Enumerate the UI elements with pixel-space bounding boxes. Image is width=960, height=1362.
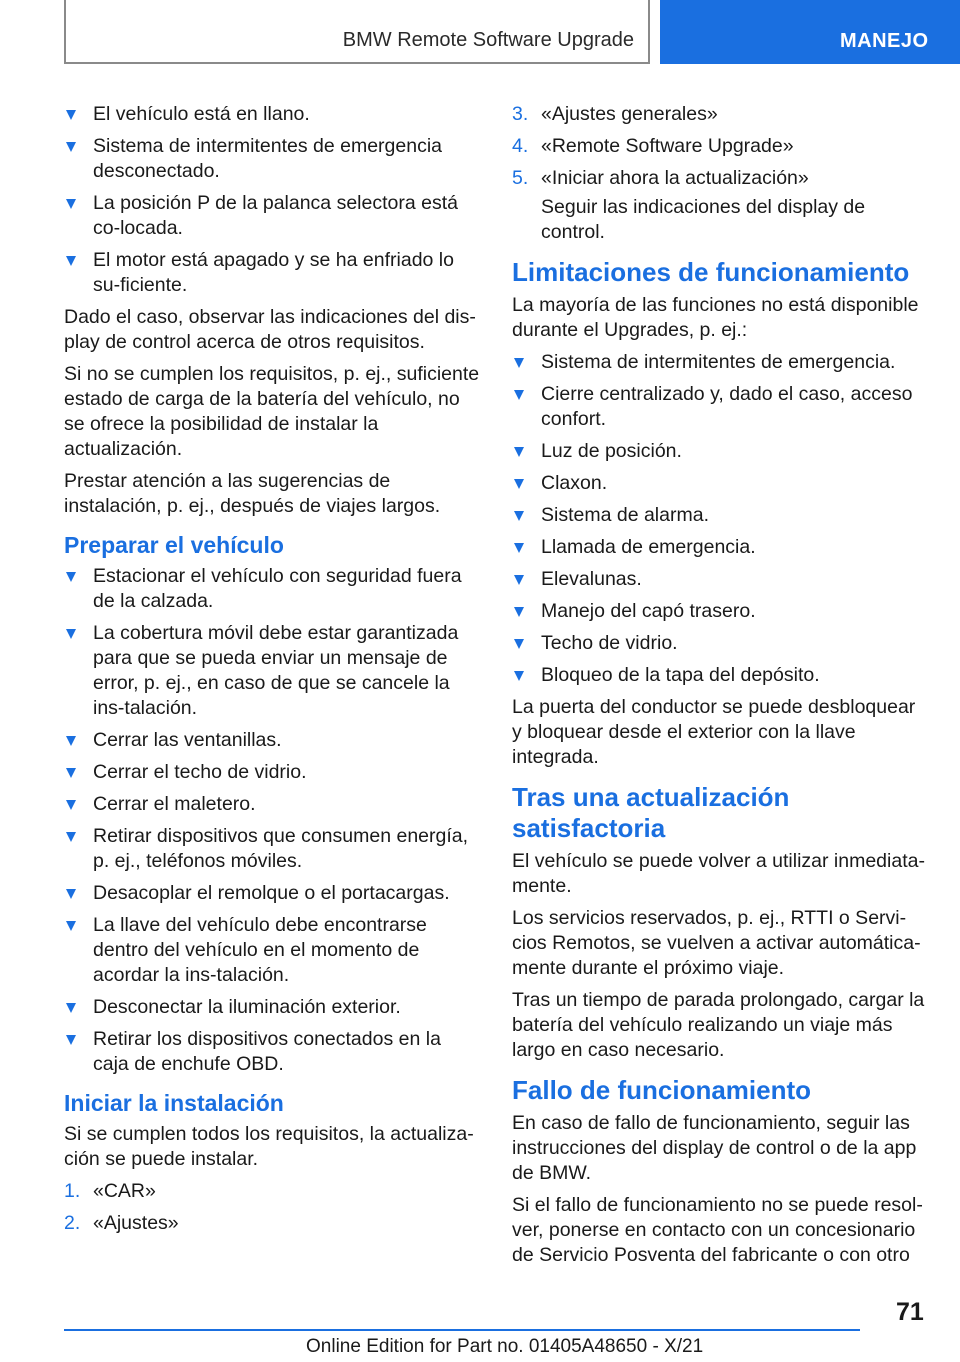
section-heading-prepare: Preparar el vehículo xyxy=(64,532,284,558)
triangle-bullet-icon xyxy=(66,736,76,746)
install-steps-list-continued xyxy=(512,102,928,191)
step-number: 3. xyxy=(512,103,529,125)
triangle-bullet-icon xyxy=(66,110,76,120)
triangle-bullet-icon xyxy=(66,1003,76,1013)
paragraph: Prestar atención a las sugerencias de instalación, p. ej., después de viajes largos. xyxy=(64,470,441,517)
install-steps-list xyxy=(64,1179,480,1236)
left-column xyxy=(64,102,480,1243)
list-item: 5. «Iniciar ahora la actualización» xyxy=(512,167,809,189)
triangle-bullet-icon xyxy=(66,256,76,266)
limits-list xyxy=(512,350,928,688)
list-item: Cerrar las ventanillas. xyxy=(64,728,480,753)
list-item: El vehículo está en llano. xyxy=(64,102,480,127)
list-item: 3. «Ajustes generales» xyxy=(512,103,718,125)
list-item: Llamada de emergencia. xyxy=(512,535,928,560)
paragraph: Dado el caso, observar las indicaciones del dis‐play de control acerca de otros requisitos. xyxy=(64,306,476,353)
list-item: El motor está apagado y se ha enfriado lo su‐ficiente. xyxy=(64,248,480,298)
paragraph: Si no se cumplen los requisitos, p. ej., suficiente estado de carga de la batería del vehículo, no se ofrece la posibilidad de instalar la actualización. xyxy=(64,363,480,460)
page-number: 71 xyxy=(896,1298,924,1326)
page-header xyxy=(0,0,960,66)
header-title: BMW Remote Software Upgrade xyxy=(342,29,634,51)
list-item: Desconectar la iluminación exterior. xyxy=(64,995,480,1020)
paragraph: Tras un tiempo de parada prolongado, cargar la batería del vehículo realizando un viaje más largo en caso necesario. xyxy=(512,989,925,1061)
paragraph: Si se cumplen todos los requisitos, la actualiza‐ción se puede instalar. xyxy=(64,1123,474,1170)
list-item: Sistema de intermitentes de emergencia desconectado. xyxy=(64,134,480,184)
list-item: Desacoplar el remolque o el portacargas. xyxy=(64,881,480,906)
paragraph: La puerta del conductor se puede desbloquear y bloquear desde el exterior con la llave integrada. xyxy=(512,696,916,768)
list-item: Cerrar el techo de vidrio. xyxy=(64,760,480,785)
list-item: Retirar dispositivos que consumen energía, p. ej., teléfonos móviles. xyxy=(64,824,480,874)
list-item: 1. «CAR» xyxy=(64,1180,156,1202)
list-item: Sistema de intermitentes de emergencia. xyxy=(512,350,928,375)
step-number: 2. xyxy=(64,1212,81,1234)
paragraph: En caso de fallo de funcionamiento, seguir las instrucciones del display de control o de la app de BMW. xyxy=(512,1112,917,1184)
triangle-bullet-icon xyxy=(66,889,76,899)
triangle-bullet-icon xyxy=(514,671,524,681)
list-item: Estacionar el vehículo con seguridad fuera de la calzada. xyxy=(64,564,480,614)
right-column xyxy=(512,102,928,1275)
list-item: La llave del vehículo debe encontrarse dentro del vehículo en el momento de acordar la ins‐talación. xyxy=(64,913,480,988)
triangle-bullet-icon xyxy=(514,639,524,649)
section-heading-limits: Limitaciones de funcionamiento xyxy=(512,257,910,287)
triangle-bullet-icon xyxy=(66,768,76,778)
header-title-box xyxy=(64,0,650,64)
triangle-bullet-icon xyxy=(66,142,76,152)
list-item: Manejo del capó trasero. xyxy=(512,599,928,624)
triangle-bullet-icon xyxy=(514,543,524,553)
step-number: 5. xyxy=(512,167,529,189)
list-item: La posición P de la palanca selectora está co‐locada. xyxy=(64,191,480,241)
list-item: Sistema de alarma. xyxy=(512,503,928,528)
triangle-bullet-icon xyxy=(514,575,524,585)
section-label: MANEJO xyxy=(840,30,929,52)
list-item: Retirar los dispositivos conectados en la caja de enchufe OBD. xyxy=(64,1027,480,1077)
triangle-bullet-icon xyxy=(66,199,76,209)
section-heading-success: Tras una actualización satisfactoria xyxy=(512,782,790,843)
triangle-bullet-icon xyxy=(514,358,524,368)
list-item: Bloqueo de la tapa del depósito. xyxy=(512,663,928,688)
triangle-bullet-icon xyxy=(514,511,524,521)
triangle-bullet-icon xyxy=(66,921,76,931)
section-heading-failure: Fallo de funcionamiento xyxy=(512,1075,812,1105)
triangle-bullet-icon xyxy=(66,1035,76,1045)
step-number: 1. xyxy=(64,1180,81,1202)
triangle-bullet-icon xyxy=(514,479,524,489)
section-heading-install: Iniciar la instalación xyxy=(64,1090,284,1116)
triangle-bullet-icon xyxy=(514,447,524,457)
step-number: 4. xyxy=(512,135,529,157)
triangle-bullet-icon xyxy=(66,629,76,639)
triangle-bullet-icon xyxy=(514,607,524,617)
section-tab xyxy=(660,0,960,64)
triangle-bullet-icon xyxy=(66,832,76,842)
list-item: Luz de posición. xyxy=(512,439,928,464)
list-item: La cobertura móvil debe estar garantizada para que se pueda enviar un mensaje de error, p. ej., en caso de que se cancele la ins‐talación. xyxy=(64,621,480,721)
paragraph: El vehículo se puede volver a utilizar inmediata‐mente. xyxy=(512,850,925,897)
requirements-list xyxy=(64,102,480,298)
step-note: Seguir las indicaciones del display de control. xyxy=(541,196,866,243)
list-item: 4. «Remote Software Upgrade» xyxy=(512,135,794,157)
prepare-list xyxy=(64,564,480,1077)
triangle-bullet-icon xyxy=(514,390,524,400)
list-item: Elevalunas. xyxy=(512,567,928,592)
paragraph: La mayoría de las funciones no está disponible durante el Upgrades, p. ej.: xyxy=(512,294,919,341)
paragraph: Los servicios reservados, p. ej., RTTI o Servi‐cios Remotos, se vuelven a activar automática‐mente durante el próximo viaje. xyxy=(512,907,921,979)
triangle-bullet-icon xyxy=(66,800,76,810)
paragraph: Si el fallo de funcionamiento no se puede resol‐ver, ponerse en contacto con un concesionario de Servicio Posventa del fabricante o con otro xyxy=(512,1194,923,1266)
footer-divider xyxy=(64,1329,860,1331)
triangle-bullet-icon xyxy=(66,572,76,582)
list-item: Cierre centralizado y, dado el caso, acceso confort. xyxy=(512,382,928,432)
list-item: Cerrar el maletero. xyxy=(64,792,480,817)
list-item: Techo de vidrio. xyxy=(512,631,928,656)
list-item: 2. «Ajustes» xyxy=(64,1212,179,1234)
footer-edition: Online Edition for Part no. 01405A48650 - X/21 xyxy=(306,1336,704,1357)
list-item: Claxon. xyxy=(512,471,928,496)
